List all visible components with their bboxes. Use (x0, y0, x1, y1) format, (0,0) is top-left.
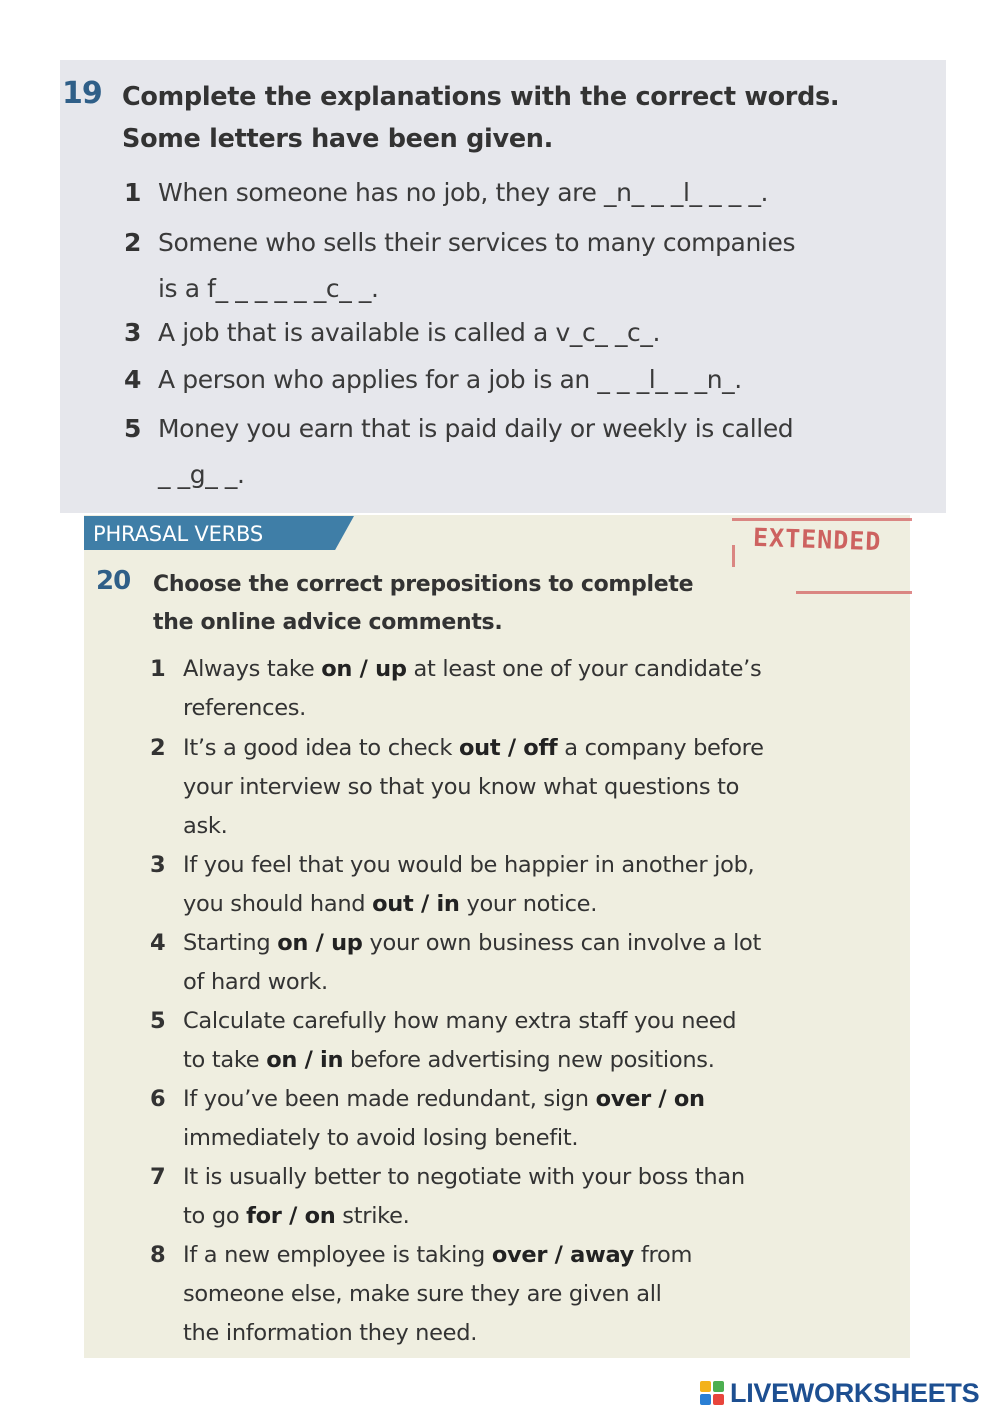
item-line: When someone has no job, they are _n_ _ _l_ _ _ _. (158, 178, 769, 207)
item-number: 2 (124, 228, 141, 257)
item-number: 4 (124, 365, 141, 394)
item-line: It is usually better to negotiate with your boss than (183, 1164, 745, 1190)
liveworksheets-logo-text: LIVEWORKSHEETS (730, 1377, 980, 1408)
item-number: 5 (124, 414, 141, 443)
item-line: A person who applies for a job is an _ _ _l_ _ _n_. (158, 365, 742, 394)
exercise-19-instructions-line1: Complete the explanations with the correct words. (122, 82, 840, 112)
item-number: 8 (150, 1242, 166, 1268)
exercise-20-item (150, 729, 764, 846)
exercise-19-instructions (122, 76, 932, 160)
item-line: A job that is available is called a v_c_ _c_. (158, 318, 661, 347)
exercise-20-item (150, 924, 762, 1002)
exercise-20-item (150, 1236, 693, 1353)
item-line: you should hand out / in your notice. (183, 891, 598, 917)
item-line: If you’ve been made redundant, sign over / on (183, 1086, 705, 1112)
exercise-20-item (150, 846, 755, 924)
item-number: 3 (124, 318, 141, 347)
item-line: It’s a good idea to check out / off a company before (183, 735, 764, 761)
preposition-choice[interactable]: over / away (491, 1242, 635, 1268)
item-line: If a new employee is taking over / away from (183, 1242, 693, 1268)
preposition-choice[interactable]: on / in (266, 1047, 344, 1073)
exercise-20-instructions-line1: Choose the correct prepositions to complete (153, 572, 694, 597)
preposition-choice[interactable]: on / up (321, 656, 407, 682)
liveworksheets-logo (700, 1377, 979, 1409)
preposition-choice[interactable]: over / on (595, 1086, 705, 1112)
item-number: 1 (124, 178, 141, 207)
item-number: 6 (150, 1086, 166, 1112)
item-line: If you feel that you would be happier in another job, (183, 852, 755, 878)
preposition-choice[interactable]: out / in (372, 891, 460, 917)
exercise-20-item (150, 1002, 737, 1080)
exercise-19-item (124, 357, 742, 403)
item-number: 7 (150, 1164, 166, 1190)
preposition-choice[interactable]: out / off (458, 735, 558, 761)
item-line: the information they need. (183, 1320, 478, 1346)
item-number: 1 (150, 656, 166, 682)
item-number: 4 (150, 930, 166, 956)
preposition-choice[interactable]: for / on (246, 1203, 336, 1229)
item-line: immediately to avoid losing benefit. (183, 1125, 579, 1151)
logo-square (713, 1394, 724, 1405)
item-line: of hard work. (183, 969, 328, 995)
item-number: 5 (150, 1008, 166, 1034)
exercise-20-number: 20 (96, 566, 131, 596)
item-line: someone else, make sure they are given all (183, 1281, 662, 1307)
item-line: references. (183, 695, 307, 721)
item-line: to take on / in before advertising new positions. (183, 1047, 715, 1073)
item-line: ask. (183, 813, 228, 839)
exercise-19-item (124, 406, 794, 498)
stamp-border-bottom (796, 591, 912, 594)
item-line: Money you earn that is paid daily or weekly is called (158, 414, 794, 443)
item-line: Calculate carefully how many extra staff you need (183, 1008, 737, 1034)
section-banner-label: PHRASAL VERBS (93, 522, 264, 546)
logo-square (700, 1381, 711, 1392)
item-line: is a f_ _ _ _ _ _c_ _. (158, 274, 379, 303)
logo-square (700, 1394, 711, 1405)
item-line: _ _g_ _. (158, 460, 245, 489)
exercise-20-item (150, 1080, 705, 1158)
exercise-20-instructions-line2: the online advice comments. (153, 610, 503, 635)
extended-stamp: EXTENDED (752, 522, 882, 557)
item-line: Always take on / up at least one of your candidate’s (183, 656, 762, 682)
exercise-20-item (150, 650, 762, 728)
exercise-19-item (124, 220, 796, 312)
item-line: Somene who sells their services to many companies (158, 228, 796, 257)
exercise-19-number: 19 (62, 76, 102, 111)
exercise-20-item (150, 1158, 745, 1236)
logo-square (713, 1381, 724, 1392)
item-line: Starting on / up your own business can involve a lot (183, 930, 762, 956)
exercise-19-item (124, 310, 661, 356)
stamp-border-left (732, 545, 735, 567)
item-line: your interview so that you know what questions to (183, 774, 740, 800)
item-line: to go for / on strike. (183, 1203, 410, 1229)
liveworksheets-logo-icon (700, 1381, 724, 1405)
exercise-20-instructions (153, 566, 793, 642)
exercise-19-instructions-line2: Some letters have been given. (122, 124, 554, 154)
stamp-border-top (732, 518, 912, 521)
preposition-choice[interactable]: on / up (277, 930, 363, 956)
exercise-19-item (124, 170, 769, 216)
item-number: 2 (150, 735, 166, 761)
item-number: 3 (150, 852, 166, 878)
